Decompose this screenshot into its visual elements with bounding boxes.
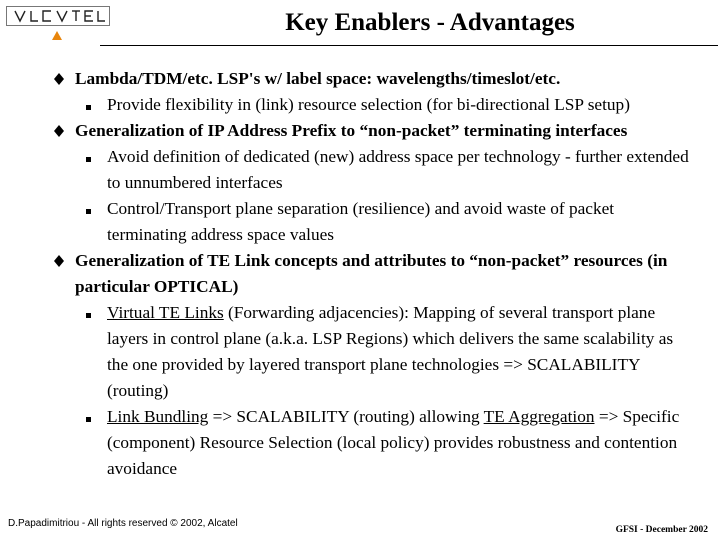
sub-bullet-text: Avoid definition of dedicated (new) address space per technology - further extended to unnumbered interfaces: [107, 147, 689, 192]
logo-wordmark: [6, 6, 110, 26]
bullet-3: [54, 248, 694, 300]
alcatel-logo: [6, 4, 110, 44]
bullet-1: [54, 66, 694, 92]
bullet-2: [54, 118, 694, 144]
square-bullet-icon: [85, 300, 93, 326]
te-aggregation-link: TE Aggregation: [483, 407, 595, 426]
bullet-text: Generalization of IP Address Prefix to “non-packet” terminating interfaces: [75, 121, 628, 140]
diamond-bullet-icon: [54, 66, 64, 92]
sub-bullet-3-2: [54, 404, 694, 482]
diamond-bullet-icon: [54, 118, 64, 144]
sub-bullet-2-1: [54, 144, 694, 196]
sub-bullet-text: => SCALABILITY (routing) allowing: [208, 407, 484, 426]
logo-wordmark-glyphs: [7, 7, 109, 25]
footer-copyright: D.Papadimitriou - All rights reserved © 2002, Alcatel: [8, 518, 238, 529]
link-bundling-link: Link Bundling: [107, 407, 209, 426]
slide-title: Key Enablers - Advantages: [285, 9, 575, 36]
sub-bullet-1-1: [54, 92, 694, 118]
sub-bullet-text: (Forwarding adjacencies): Mapping of several transport plane layers in control plane (a.k.a. LSP Regions) which delivers the same scalability as the one provided by layered transport plane technologies => SCALABILITY (routing): [107, 303, 674, 400]
bullet-text: Lambda/TDM/etc. LSP's w/ label space: wavelengths/timeslot/etc.: [75, 69, 561, 88]
diamond-bullet-icon: [54, 248, 64, 274]
square-bullet-icon: [85, 92, 93, 118]
virtual-te-links-link: Virtual TE Links: [107, 303, 224, 322]
footer-event-date: GFSI - December 2002: [615, 525, 708, 535]
square-bullet-icon: [85, 404, 93, 430]
sub-bullet-2-2: [54, 196, 694, 248]
bullet-text: Generalization of TE Link concepts and attributes to “non-packet” resources (in particular OPTICAL): [75, 251, 668, 296]
sub-bullet-3-1: [54, 300, 694, 404]
title-divider: [100, 45, 718, 46]
square-bullet-icon: [85, 144, 93, 170]
logo-triangle-icon: [52, 31, 62, 40]
sub-bullet-text: Provide flexibility in (link) resource selection (for bi-directional LSP setup): [107, 95, 630, 114]
square-bullet-icon: [85, 196, 93, 222]
slide-content: [54, 66, 694, 482]
sub-bullet-text: Control/Transport plane separation (resilience) and avoid waste of packet terminating address space values: [107, 199, 615, 244]
sub-bullet-text-tail: => Specific (component) Resource Selection (local policy) provides robustness and contention avoidance: [107, 407, 680, 478]
